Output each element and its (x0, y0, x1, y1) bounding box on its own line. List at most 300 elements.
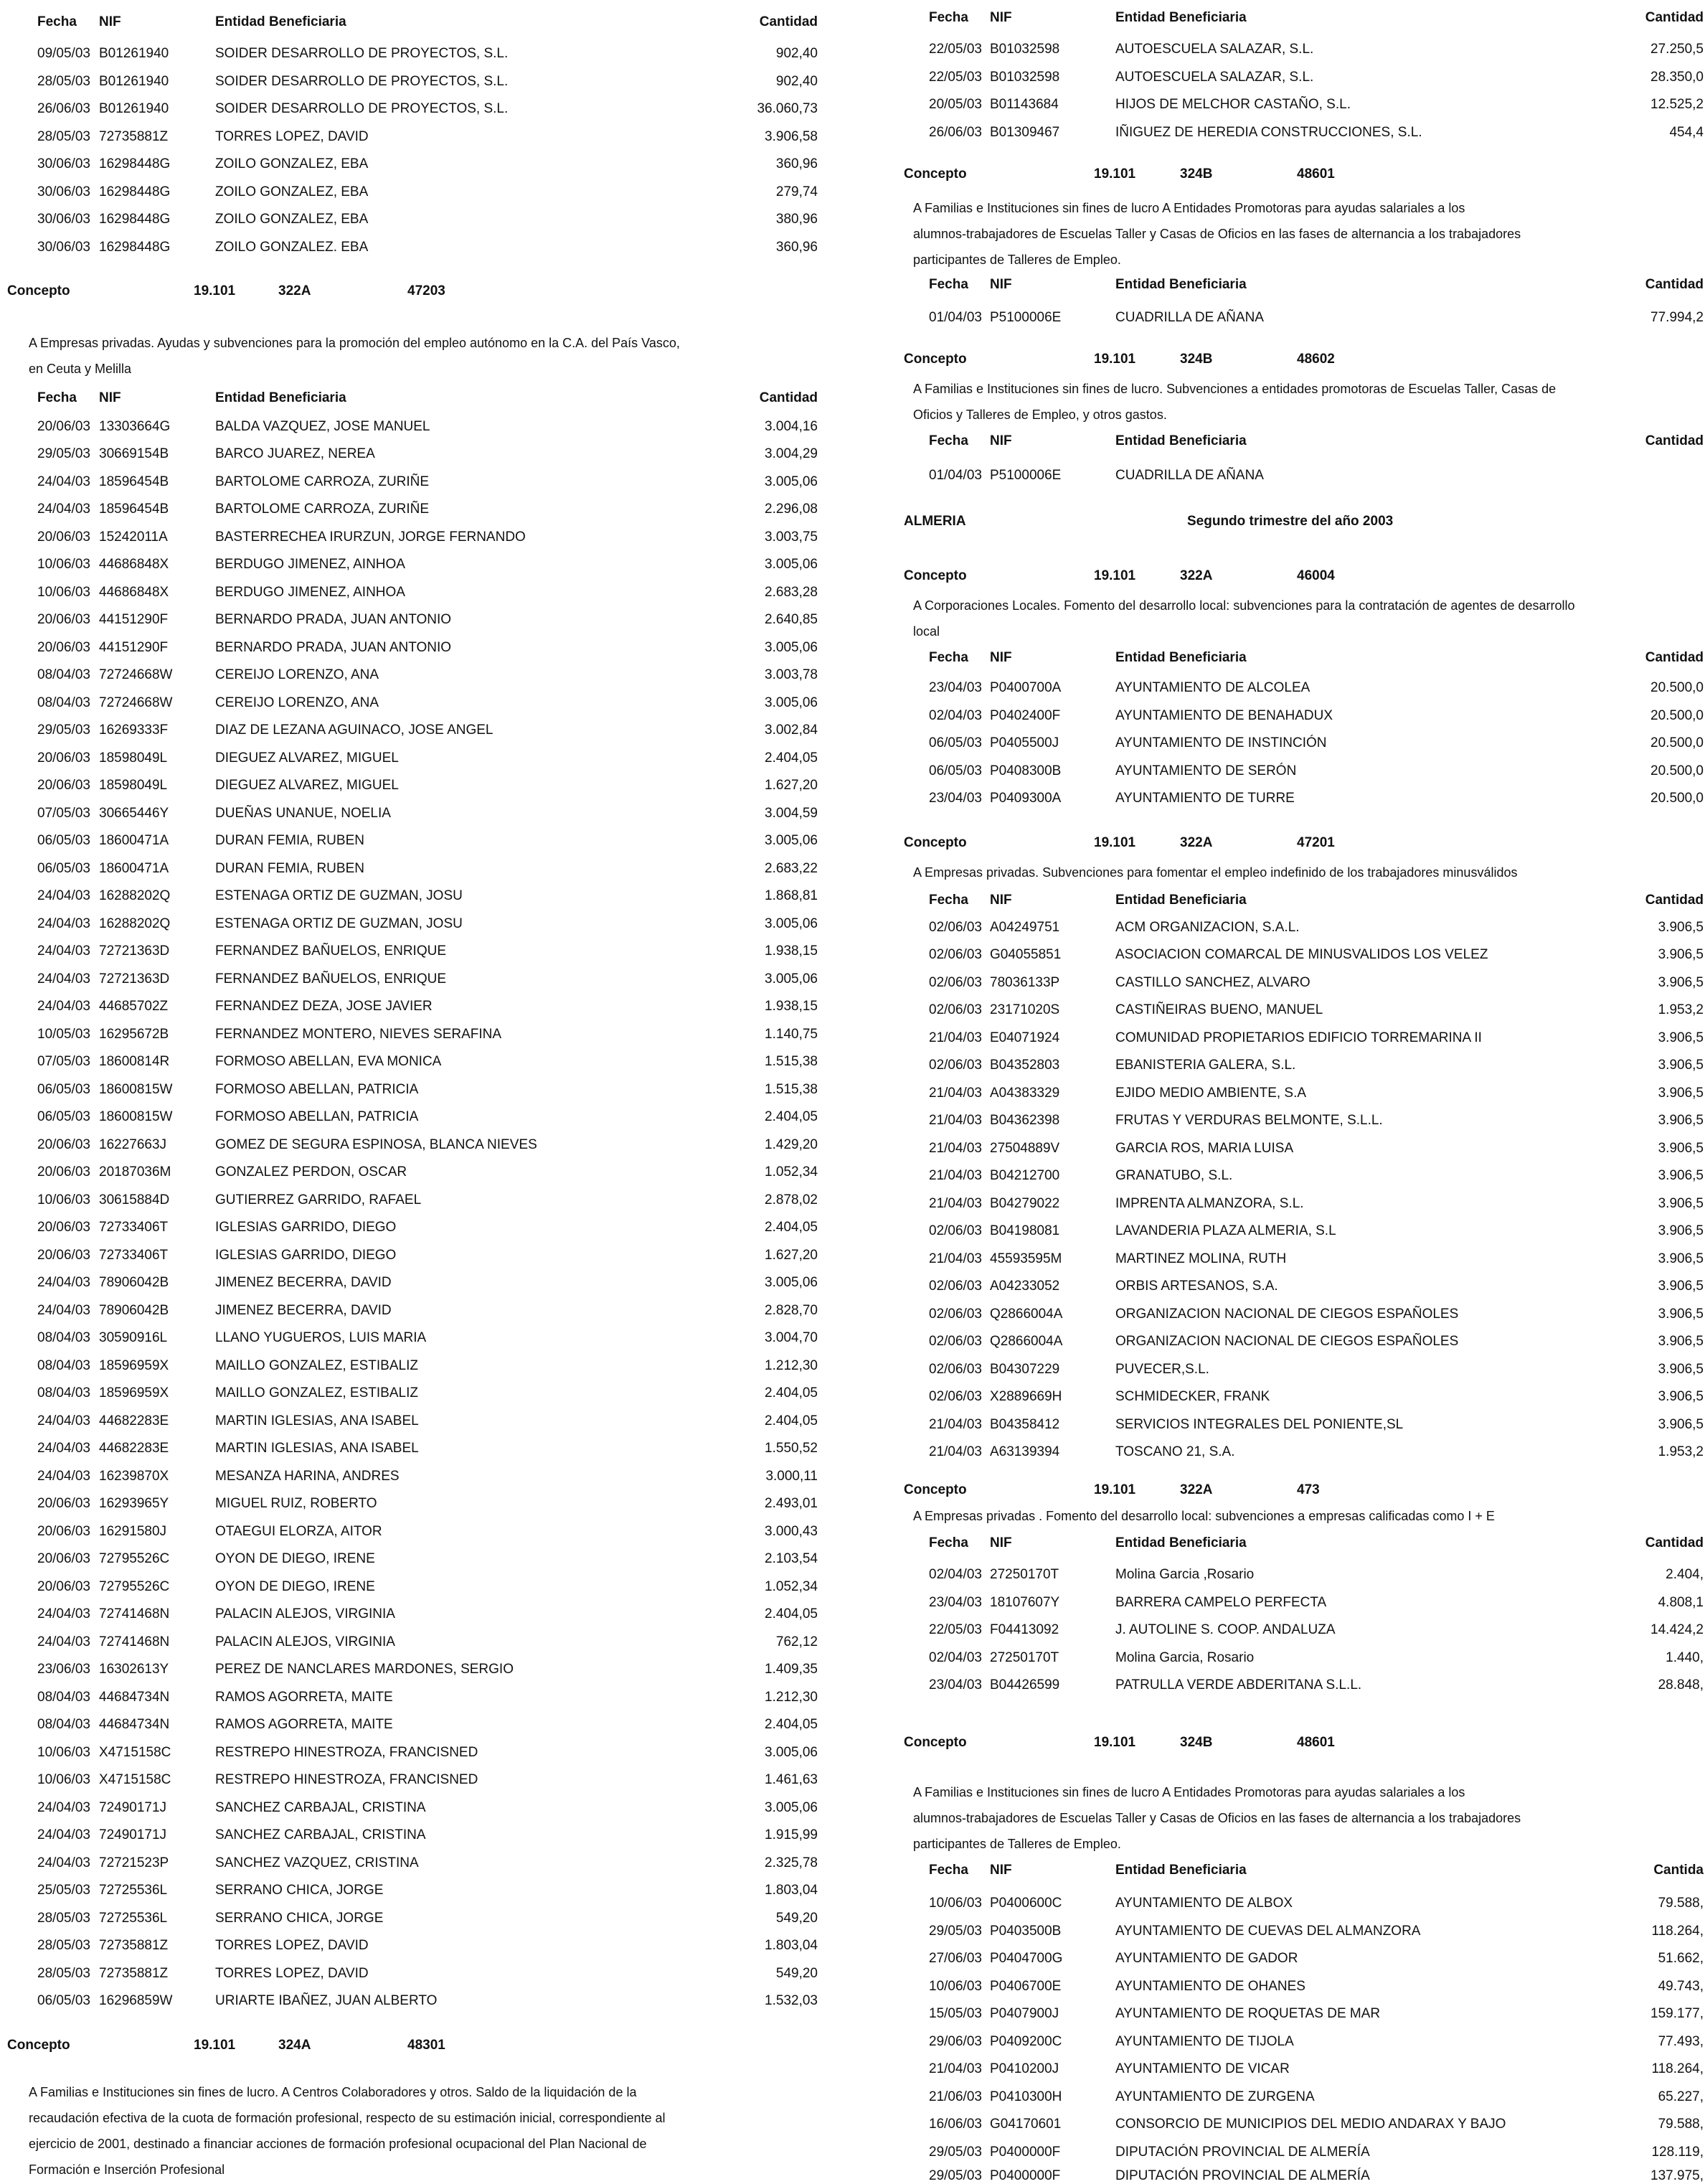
entidad-cell: FERNANDEZ BAÑUELOS, ENRIQUE (215, 971, 446, 987)
concepto-subconcepto: 48601 (1297, 1735, 1335, 1750)
nif-cell: X4715158C (99, 1772, 171, 1787)
fecha-cell: 10/06/03 (37, 585, 90, 600)
fecha-cell: 21/04/03 (929, 1168, 982, 1183)
table-row (893, 1223, 1705, 1239)
table-row (893, 975, 1705, 991)
table-row (0, 557, 825, 573)
entidad-cell: BERNARDO PRADA, JUAN ANTONIO (215, 640, 452, 655)
cantidad-cell: 3.005,06 (765, 833, 818, 848)
description-line: A Empresas privadas. Subvenciones para fomentar el empleo indefinido de los trabajadores minusválidos (913, 865, 1518, 880)
entidad-cell: BERDUGO JIMENEZ, AINHOA (215, 557, 405, 572)
cantidad-cell: 1.803,04 (765, 1938, 818, 1953)
table-row (893, 1389, 1705, 1405)
cantidad-cell: 51.662, (1658, 1951, 1704, 1966)
fecha-cell: 22/05/03 (929, 70, 982, 85)
description-line: A Familias e Instituciones sin fines de lucro. A Centros Colaboradores y otros. Saldo de la liquidación de la (29, 2085, 637, 2099)
cantidad-cell: 27.250,5 (1650, 42, 1704, 57)
table-row (893, 1896, 1705, 1911)
fecha-cell: 02/04/03 (929, 1567, 982, 1582)
nif-cell: X2889669H (990, 1389, 1062, 1404)
cantidad-cell: 3.005,06 (765, 1275, 818, 1290)
fecha-cell: 20/06/03 (37, 1248, 90, 1263)
nif-cell: B01261940 (99, 74, 169, 89)
nif-cell: 16298448G (99, 240, 171, 255)
table-row (893, 1141, 1705, 1157)
concepto-line (893, 1735, 1705, 1751)
table-row (893, 1677, 1705, 1693)
cantidad-cell: 49.743, (1658, 1979, 1704, 1994)
nif-cell: 16296859W (99, 1993, 173, 2008)
fecha-cell: 29/05/03 (929, 2168, 982, 2183)
nif-cell: 72721363D (99, 971, 170, 987)
fecha-cell: 20/06/03 (37, 640, 90, 655)
entidad-cell: OYON DE DIEGO, IRENE (215, 1579, 375, 1594)
cantidad-cell: 79.588, (1658, 1896, 1704, 1911)
cantidad-cell: 549,20 (775, 1911, 818, 1926)
nif-cell: 16298448G (99, 212, 171, 227)
cantidad-cell: 3.906,5 (1658, 1058, 1704, 1073)
entidad-cell: ORGANIZACION NACIONAL DE CIEGOS ESPAÑOLES (1115, 1307, 1459, 1322)
concepto-description (913, 1779, 1705, 1857)
cantidad-cell: 20.500,0 (1650, 680, 1704, 695)
fecha-cell: 07/05/03 (37, 1054, 90, 1069)
cantidad-cell: 2.325,78 (765, 1855, 818, 1870)
entidad-cell: DUEÑAS UNANUE, NOELIA (215, 806, 391, 821)
concepto-description (913, 593, 1705, 644)
table-row (893, 468, 1705, 484)
nif-cell: 18600471A (99, 861, 169, 876)
table-header (893, 277, 1705, 293)
table-row (0, 1275, 825, 1291)
table-row (0, 1441, 825, 1456)
cantidad-cell: 902,40 (775, 46, 818, 61)
table-row (893, 1595, 1705, 1611)
cantidad-cell: 77.493, (1658, 2034, 1704, 2049)
table-row (893, 1279, 1705, 1294)
entidad-cell: Entidad Beneficiaria (1115, 1863, 1247, 1878)
entidad-cell: ZOILO GONZALEZ, EBA (215, 156, 369, 171)
nif-cell: 72490171J (99, 1800, 167, 1815)
nif-cell: 44682283E (99, 1413, 169, 1428)
entidad-cell: TORRES LOPEZ, DAVID (215, 129, 369, 144)
table-row (0, 502, 825, 517)
fecha-cell: 20/06/03 (37, 612, 90, 627)
table-row (0, 1772, 825, 1788)
fecha-cell: 08/04/03 (37, 1385, 90, 1401)
fecha-cell: 24/04/03 (37, 916, 90, 931)
nif-cell: NIF (990, 433, 1012, 448)
table-row (0, 1800, 825, 1816)
nif-cell: 44686848X (99, 557, 169, 572)
table-row (0, 212, 825, 227)
nif-cell: B01032598 (990, 42, 1060, 57)
nif-cell: P0409300A (990, 791, 1062, 806)
nif-cell: 72741468N (99, 1606, 170, 1621)
concepto-subconcepto: 48601 (1297, 166, 1335, 182)
entidad-cell: Molina Garcia, Rosario (1115, 1650, 1255, 1665)
entidad-cell: Entidad Beneficiaria (1115, 433, 1247, 448)
concepto-label: Concepto (904, 1482, 967, 1497)
cantidad-cell: 762,12 (775, 1634, 818, 1649)
cantidad-cell: Cantidad (759, 390, 818, 405)
table-row (893, 310, 1705, 326)
fecha-cell: 09/05/03 (37, 46, 90, 61)
cantidad-cell: Cantidad (1645, 277, 1704, 292)
fecha-cell: 06/05/03 (37, 861, 90, 876)
nif-cell: P0400000F (990, 2168, 1061, 2183)
entidad-cell: CUADRILLA DE AÑANA (1115, 468, 1264, 483)
entidad-cell: BERDUGO JIMENEZ, AINHOA (215, 585, 405, 600)
entidad-cell: SCHMIDECKER, FRANK (1115, 1389, 1270, 1404)
cantidad-cell: 2.404,05 (765, 1220, 818, 1235)
cantidad-cell: 3.005,06 (765, 557, 818, 572)
table-row (893, 1058, 1705, 1073)
table-row (0, 640, 825, 656)
nif-cell: Q2866004A (990, 1307, 1063, 1322)
table-row (0, 184, 825, 200)
entidad-cell: AYUNTAMIENTO DE ROQUETAS DE MAR (1115, 2006, 1381, 2021)
fecha-cell: 24/04/03 (37, 1827, 90, 1842)
cantidad-cell: 2.828,70 (765, 1303, 818, 1318)
cantidad-cell: 1.409,35 (765, 1662, 818, 1677)
nif-cell: B01261940 (99, 46, 169, 61)
nif-cell: 72735881Z (99, 1938, 169, 1953)
entidad-cell: CASTILLO SANCHEZ, ALVARO (1115, 975, 1310, 990)
nif-cell: NIF (990, 1863, 1012, 1878)
entidad-cell: AYUNTAMIENTO DE ALBOX (1115, 1896, 1293, 1911)
cantidad-cell: 1.532,03 (765, 1993, 818, 2008)
concepto-description (29, 330, 825, 382)
cantidad-cell: 3.906,5 (1658, 947, 1704, 962)
table-row (0, 1524, 825, 1540)
entidad-cell: CASTIÑEIRAS BUENO, MANUEL (1115, 1002, 1323, 1017)
fecha-cell: 02/06/03 (929, 947, 982, 962)
nif-cell: 72733406T (99, 1248, 169, 1263)
cantidad-cell: Cantidad (1645, 650, 1704, 665)
fecha-cell: 29/05/03 (37, 722, 90, 738)
cantidad-cell: 360,96 (775, 156, 818, 171)
concepto-servicio: 19.101 (194, 2038, 236, 2053)
concepto-line (893, 835, 1705, 851)
nif-cell: B01143684 (990, 97, 1059, 112)
entidad-cell: DIAZ DE LEZANA AGUINACO, JOSE ANGEL (215, 722, 493, 738)
fecha-cell: 10/05/03 (37, 1027, 90, 1042)
cantidad-cell: 454,4 (1669, 125, 1704, 140)
fecha-cell: 06/05/03 (37, 1109, 90, 1124)
nif-cell: B04426599 (990, 1677, 1060, 1693)
fecha-cell: 29/05/03 (37, 446, 90, 461)
fecha-cell: 30/06/03 (37, 240, 90, 255)
nif-cell: 78036133P (990, 975, 1060, 990)
table-row (0, 888, 825, 904)
concepto-programa: 324B (1180, 352, 1213, 367)
fecha-cell: 06/05/03 (929, 763, 982, 778)
table-row (893, 2145, 1705, 2160)
concepto-programa: 324B (1180, 166, 1213, 182)
nif-cell: P0406700E (990, 1979, 1062, 1994)
table-row (0, 1082, 825, 1098)
cantidad-cell: 3.906,5 (1658, 975, 1704, 990)
nif-cell: P0400000F (990, 2145, 1061, 2160)
table-row (0, 1717, 825, 1733)
table-header (893, 1535, 1705, 1551)
cantidad-cell: 360,96 (775, 240, 818, 255)
fecha-cell: 21/04/03 (929, 1141, 982, 1156)
cantidad-cell: 3.004,59 (765, 806, 818, 821)
entidad-cell: FERNANDEZ MONTERO, NIEVES SERAFINA (215, 1027, 502, 1042)
nif-cell: 27250170T (990, 1650, 1059, 1665)
cantidad-cell: 3.005,06 (765, 474, 818, 489)
nif-cell: 44685702Z (99, 999, 169, 1014)
nif-cell: P0410200J (990, 2061, 1059, 2076)
table-row (0, 695, 825, 711)
table-row (893, 1002, 1705, 1018)
cantidad-cell: 279,74 (775, 184, 818, 199)
concepto-description (29, 2079, 825, 2183)
cantidad-cell: 3.002,84 (765, 722, 818, 738)
nif-cell: 30665446Y (99, 806, 169, 821)
table-row (893, 1030, 1705, 1046)
table-row (0, 1248, 825, 1263)
table-row (0, 1358, 825, 1374)
fecha-cell: 24/04/03 (37, 971, 90, 987)
fecha-cell: 24/04/03 (37, 502, 90, 517)
concepto-label: Concepto (7, 2038, 70, 2053)
nif-cell: 16298448G (99, 156, 171, 171)
entidad-cell: BALDA VAZQUEZ, JOSE MANUEL (215, 419, 430, 434)
concepto-programa: 322A (1180, 568, 1213, 583)
table-header (0, 14, 825, 30)
cantidad-cell: 3.003,75 (765, 529, 818, 545)
fecha-cell: 20/06/03 (37, 529, 90, 545)
concepto-line (0, 2038, 825, 2053)
entidad-cell: IÑIGUEZ DE HEREDIA CONSTRUCCIONES, S.L. (1115, 125, 1422, 140)
fecha-cell: 08/04/03 (37, 1690, 90, 1705)
entidad-cell: SANCHEZ CARBAJAL, CRISTINA (215, 1827, 426, 1842)
concepto-label: Concepto (904, 352, 967, 367)
fecha-cell: 10/06/03 (929, 1896, 982, 1911)
entidad-cell: ZOILO GONZALEZ. EBA (215, 240, 369, 255)
fecha-cell: 30/06/03 (37, 184, 90, 199)
entidad-cell: AYUNTAMIENTO DE CUEVAS DEL ALMANZORA (1115, 1924, 1421, 1939)
fecha-cell: 23/06/03 (37, 1662, 90, 1677)
entidad-cell: MESANZA HARINA, ANDRES (215, 1469, 400, 1484)
entidad-cell: FRUTAS Y VERDURAS BELMONTE, S.L.L. (1115, 1113, 1383, 1128)
fecha-cell: 24/04/03 (37, 1855, 90, 1870)
fecha-cell: 10/06/03 (37, 1745, 90, 1760)
entidad-cell: ESTENAGA ORTIZ DE GUZMAN, JOSU (215, 916, 463, 931)
table-row (0, 101, 825, 117)
cantidad-cell: Cantida (1653, 1863, 1704, 1878)
nif-cell: B04307229 (990, 1362, 1060, 1377)
cantidad-cell: 3.005,06 (765, 1745, 818, 1760)
cantidad-cell: 20.500,0 (1650, 763, 1704, 778)
table-row (893, 1113, 1705, 1129)
fecha-cell: 21/06/03 (929, 2089, 982, 2104)
nif-cell: 72733406T (99, 1220, 169, 1235)
table-row (893, 2034, 1705, 2050)
nif-cell: NIF (990, 650, 1012, 665)
entidad-cell: IGLESIAS GARRIDO, DIEGO (215, 1220, 397, 1235)
cantidad-cell: 2.404,05 (765, 1606, 818, 1621)
entidad-cell: AYUNTAMIENTO DE VICAR (1115, 2061, 1290, 2076)
entidad-cell: SERRANO CHICA, JORGE (215, 1911, 384, 1926)
entidad-cell: Entidad Beneficiaria (1115, 1535, 1247, 1550)
nif-cell: 72490171J (99, 1827, 167, 1842)
nif-cell: 72735881Z (99, 1966, 169, 1981)
entidad-cell: GRANATUBO, S.L. (1115, 1168, 1233, 1183)
entidad-cell: DIPUTACIÓN PROVINCIAL DE ALMERÍA (1115, 2145, 1370, 2160)
cantidad-cell: 3.004,29 (765, 446, 818, 461)
fecha-cell: 26/06/03 (929, 125, 982, 140)
table-row (0, 585, 825, 601)
nif-cell: B01032598 (990, 70, 1060, 85)
entidad-cell: SOIDER DESARROLLO DE PROYECTOS, S.L. (215, 101, 509, 116)
fecha-cell: 24/04/03 (37, 943, 90, 959)
table-row (0, 999, 825, 1015)
entidad-cell: BERNARDO PRADA, JUAN ANTONIO (215, 612, 452, 627)
cantidad-cell: Cantidad (1645, 893, 1704, 908)
cantidad-cell: 1.140,75 (765, 1027, 818, 1042)
table-row (0, 971, 825, 987)
fecha-cell: Fecha (929, 893, 968, 908)
nif-cell: 27504889V (990, 1141, 1060, 1156)
cantidad-cell: 20.500,0 (1650, 735, 1704, 750)
nif-cell: 72795526C (99, 1579, 170, 1594)
cantidad-cell: 4.808,1 (1658, 1595, 1704, 1610)
cantidad-cell: 3.906,58 (765, 129, 818, 144)
cantidad-cell: 118.264, (1651, 1924, 1704, 1939)
table-row (893, 125, 1705, 141)
fecha-cell: 21/04/03 (929, 1030, 982, 1045)
fecha-cell: 30/06/03 (37, 212, 90, 227)
concepto-subconcepto: 47203 (407, 283, 445, 298)
table-row (0, 1137, 825, 1153)
cantidad-cell: 79.588, (1658, 2117, 1704, 2132)
cantidad-cell: 2.404, (1666, 1567, 1704, 1582)
cantidad-cell: 2.683,22 (765, 861, 818, 876)
nif-cell: A04233052 (990, 1279, 1060, 1294)
cantidad-cell: 1.052,34 (765, 1579, 818, 1594)
nif-cell: B04352803 (990, 1058, 1060, 1073)
table-row (0, 1413, 825, 1429)
cantidad-cell: Cantidad (759, 14, 818, 29)
table-row (0, 806, 825, 822)
table-row (0, 722, 825, 738)
nif-cell: 78906042B (99, 1303, 169, 1318)
cantidad-cell: Cantidad (1645, 1535, 1704, 1550)
entidad-cell: CUADRILLA DE AÑANA (1115, 310, 1264, 325)
table-row (0, 529, 825, 545)
cantidad-cell: 3.004,70 (765, 1330, 818, 1345)
cantidad-cell: 3.906,5 (1658, 1141, 1704, 1156)
description-line: A Familias e Instituciones sin fines de lucro A Entidades Promotoras para ayudas salariales a los (913, 201, 1465, 215)
table-row (0, 1662, 825, 1677)
description-line: A Empresas privadas . Fomento del desarrollo local: subvenciones a empresas calificadas como I + E (913, 1509, 1495, 1523)
fecha-cell: 07/05/03 (37, 806, 90, 821)
fecha-cell: 02/06/03 (929, 1279, 982, 1294)
table-header (893, 10, 1705, 26)
concepto-subconcepto: 473 (1297, 1482, 1320, 1497)
cantidad-cell: 118.264, (1651, 2061, 1704, 2076)
entidad-cell: ORGANIZACION NACIONAL DE CIEGOS ESPAÑOLES (1115, 1334, 1459, 1349)
cantidad-cell: 1.627,20 (765, 778, 818, 793)
fecha-cell: 20/06/03 (37, 1496, 90, 1511)
entidad-cell: BARTOLOME CARROZA, ZURIÑE (215, 502, 430, 517)
table-row (893, 1086, 1705, 1101)
cantidad-cell: 3.005,06 (765, 695, 818, 710)
table-row (0, 778, 825, 794)
table-row (893, 791, 1705, 806)
nif-cell: 44151290F (99, 640, 169, 655)
description-line: local (913, 624, 940, 639)
fecha-cell: Fecha (929, 1863, 968, 1878)
cantidad-cell: 3.906,5 (1658, 1251, 1704, 1266)
fecha-cell: 29/05/03 (929, 1924, 982, 1939)
description-line: A Empresas privadas. Ayudas y subvenciones para la promoción del empleo autónomo en la C.A. del País Vasco, (29, 336, 680, 350)
cantidad-cell: 20.500,0 (1650, 708, 1704, 723)
fecha-cell: 02/04/03 (929, 708, 982, 723)
concepto-servicio: 19.101 (1094, 1735, 1136, 1750)
table-row (893, 920, 1705, 936)
table-row (0, 1745, 825, 1761)
fecha-cell: 28/05/03 (37, 1911, 90, 1926)
entidad-cell: DIEGUEZ ALVAREZ, MIGUEL (215, 750, 399, 766)
concepto-description (913, 860, 1705, 885)
nif-cell: P0409200C (990, 2034, 1062, 2049)
nif-cell: 45593595M (990, 1251, 1062, 1266)
cantidad-cell: 159.177, (1650, 2006, 1704, 2021)
concepto-label: Concepto (904, 835, 967, 850)
table-row (893, 1307, 1705, 1322)
nif-cell: P0405500J (990, 735, 1059, 750)
nif-cell: 72725536L (99, 1883, 168, 1898)
fecha-cell: 08/04/03 (37, 695, 90, 710)
table-row (893, 1650, 1705, 1666)
fecha-cell: 21/04/03 (929, 1113, 982, 1128)
entidad-cell: AYUNTAMIENTO DE ALCOLEA (1115, 680, 1310, 695)
concepto-programa: 322A (1180, 1482, 1213, 1497)
entidad-cell: GUTIERREZ GARRIDO, RAFAEL (215, 1192, 422, 1208)
fecha-cell: Fecha (929, 433, 968, 448)
entidad-cell: SOIDER DESARROLLO DE PROYECTOS, S.L. (215, 74, 509, 89)
table-row (893, 947, 1705, 963)
fecha-cell: 29/05/03 (929, 2145, 982, 2160)
entidad-cell: MARTINEZ MOLINA, RUTH (1115, 1251, 1287, 1266)
concepto-line (893, 352, 1705, 367)
cantidad-cell: 1.938,15 (765, 943, 818, 959)
entidad-cell: MARTIN IGLESIAS, ANA ISABEL (215, 1441, 419, 1456)
nif-cell: E04071924 (990, 1030, 1060, 1045)
concepto-programa: 324A (278, 2038, 311, 2053)
fecha-cell: 06/05/03 (929, 735, 982, 750)
fecha-cell: 30/06/03 (37, 156, 90, 171)
nif-cell: A04249751 (990, 920, 1060, 935)
fecha-cell: 24/04/03 (37, 474, 90, 489)
cantidad-cell: 3.906,5 (1658, 1307, 1704, 1322)
table-row (0, 750, 825, 766)
fecha-cell: Fecha (929, 1535, 968, 1550)
fecha-cell: 29/06/03 (929, 2034, 982, 2049)
table-row (893, 42, 1705, 57)
concepto-servicio: 19.101 (1094, 166, 1136, 182)
table-row (893, 1168, 1705, 1184)
nif-cell: B04212700 (990, 1168, 1060, 1183)
fecha-cell: 24/04/03 (37, 999, 90, 1014)
nif-cell: 13303664G (99, 419, 171, 434)
section-heading (893, 514, 1705, 529)
period-title: Segundo trimestre del año 2003 (1187, 514, 1394, 529)
